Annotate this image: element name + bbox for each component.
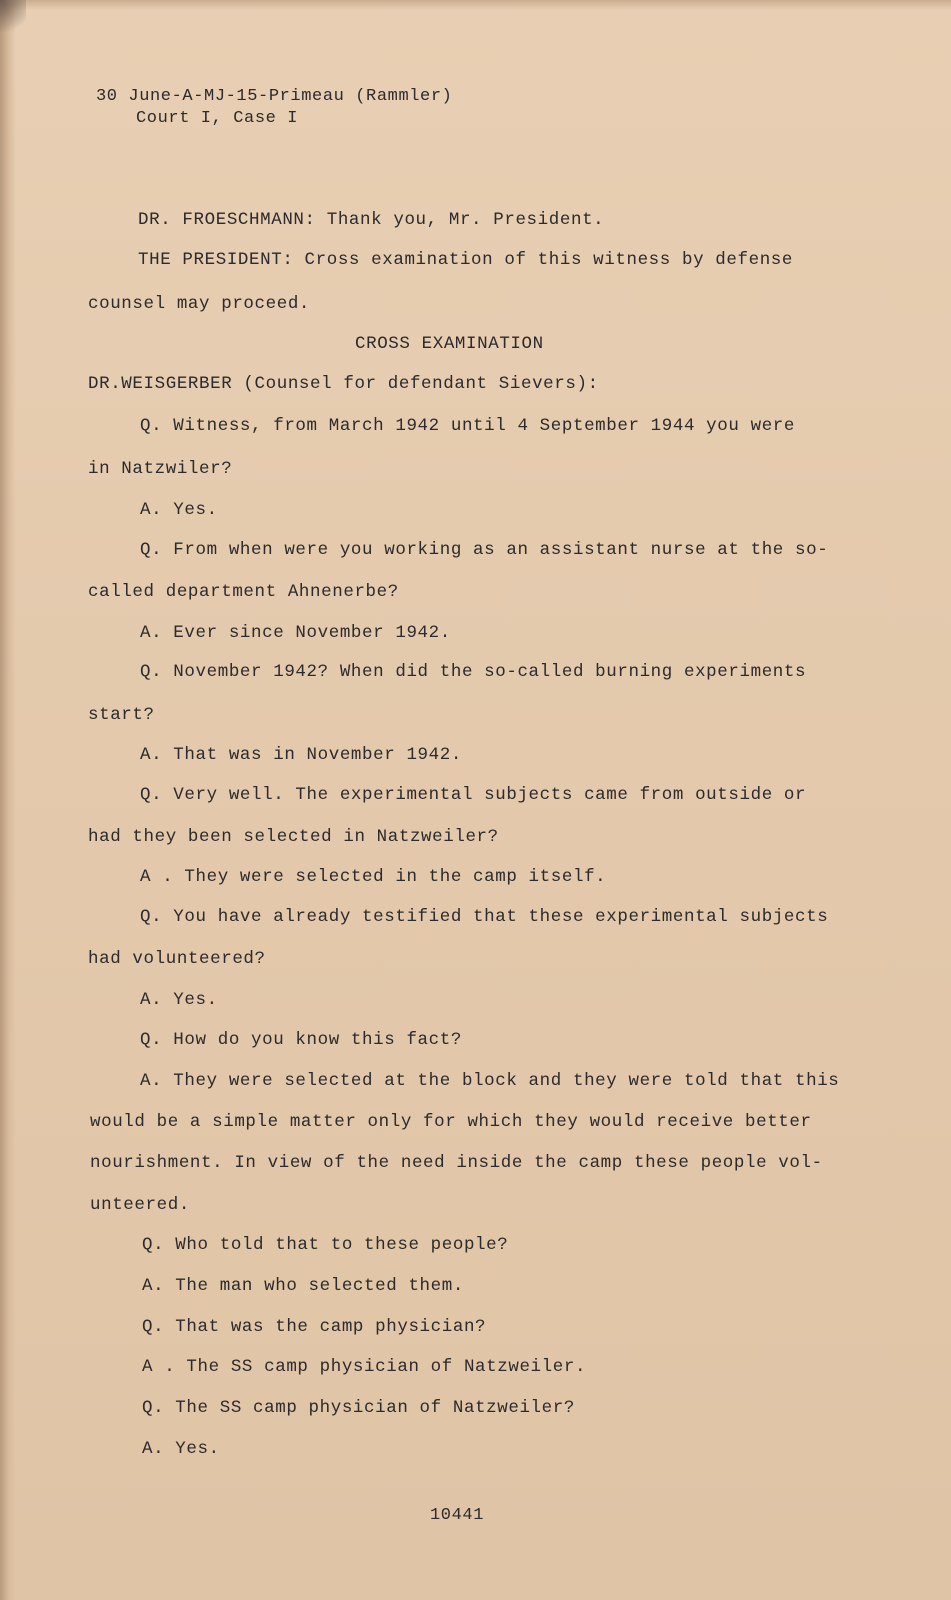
answer-4: A . They were selected in the camp itself.	[140, 867, 607, 887]
question-6: Q. How do you know this fact?	[140, 1030, 462, 1050]
section-title: CROSS EXAMINATION	[355, 334, 544, 354]
page-number: 10441	[430, 1506, 485, 1525]
statement-president-line-2: counsel may proceed.	[88, 294, 311, 314]
question-2-line-2: called department Ahnenerbe?	[88, 582, 399, 602]
statement-president-line-1: THE PRESIDENT: Cross examination of this witness by defense	[138, 250, 794, 270]
answer-9: A. Yes.	[142, 1439, 220, 1459]
question-4-line-2: had they been selected in Natzweiler?	[88, 827, 499, 847]
answer-8: A . The SS camp physician of Natzweiler.	[142, 1357, 587, 1377]
question-5-line-2: had volunteered?	[88, 949, 266, 969]
answer-6-line-3: nourishment. In view of the need inside the camp these people vol-	[90, 1153, 823, 1173]
answer-3: A. That was in November 1942.	[140, 745, 462, 765]
header-line-2: Court I, Case I	[136, 109, 299, 128]
question-1-line-2: in Natzwiler?	[88, 459, 233, 479]
paper-edge-left	[0, 0, 16, 1600]
question-1-line-1: Q. Witness, from March 1942 until 4 September 1944 you were	[140, 416, 796, 436]
question-4-line-1: Q. Very well. The experimental subjects came from outside or	[140, 785, 807, 805]
question-3-line-2: start?	[88, 705, 155, 725]
question-9: Q. The SS camp physician of Natzweiler?	[142, 1398, 575, 1418]
header-line-1: 30 June-A-MJ-15-Primeau (Rammler)	[96, 87, 453, 106]
question-5-line-1: Q. You have already testified that these experimental subjects	[140, 907, 829, 927]
answer-7: A. The man who selected them.	[142, 1276, 464, 1296]
counsel-line: DR.WEISGERBER (Counsel for defendant Sievers):	[88, 374, 599, 394]
answer-6-line-4: unteered.	[90, 1195, 190, 1215]
statement-froeschmann: DR. FROESCHMANN: Thank you, Mr. President.	[138, 210, 605, 230]
question-8: Q. That was the camp physician?	[142, 1317, 487, 1337]
answer-6-line-2: would be a simple matter only for which they would receive better	[90, 1112, 812, 1132]
paper-corner	[0, 0, 26, 40]
question-7: Q. Who told that to these people?	[142, 1235, 509, 1255]
answer-5: A. Yes.	[140, 990, 218, 1010]
answer-6-line-1: A. They were selected at the block and they were told that this	[140, 1071, 840, 1091]
answer-2: A. Ever since November 1942.	[140, 623, 451, 643]
answer-1: A. Yes.	[140, 500, 218, 520]
question-3-line-1: Q. November 1942? When did the so-called burning experiments	[140, 662, 807, 682]
paper-edge-top	[0, 0, 951, 10]
question-2-line-1: Q. From when were you working as an assistant nurse at the so-	[140, 540, 829, 560]
